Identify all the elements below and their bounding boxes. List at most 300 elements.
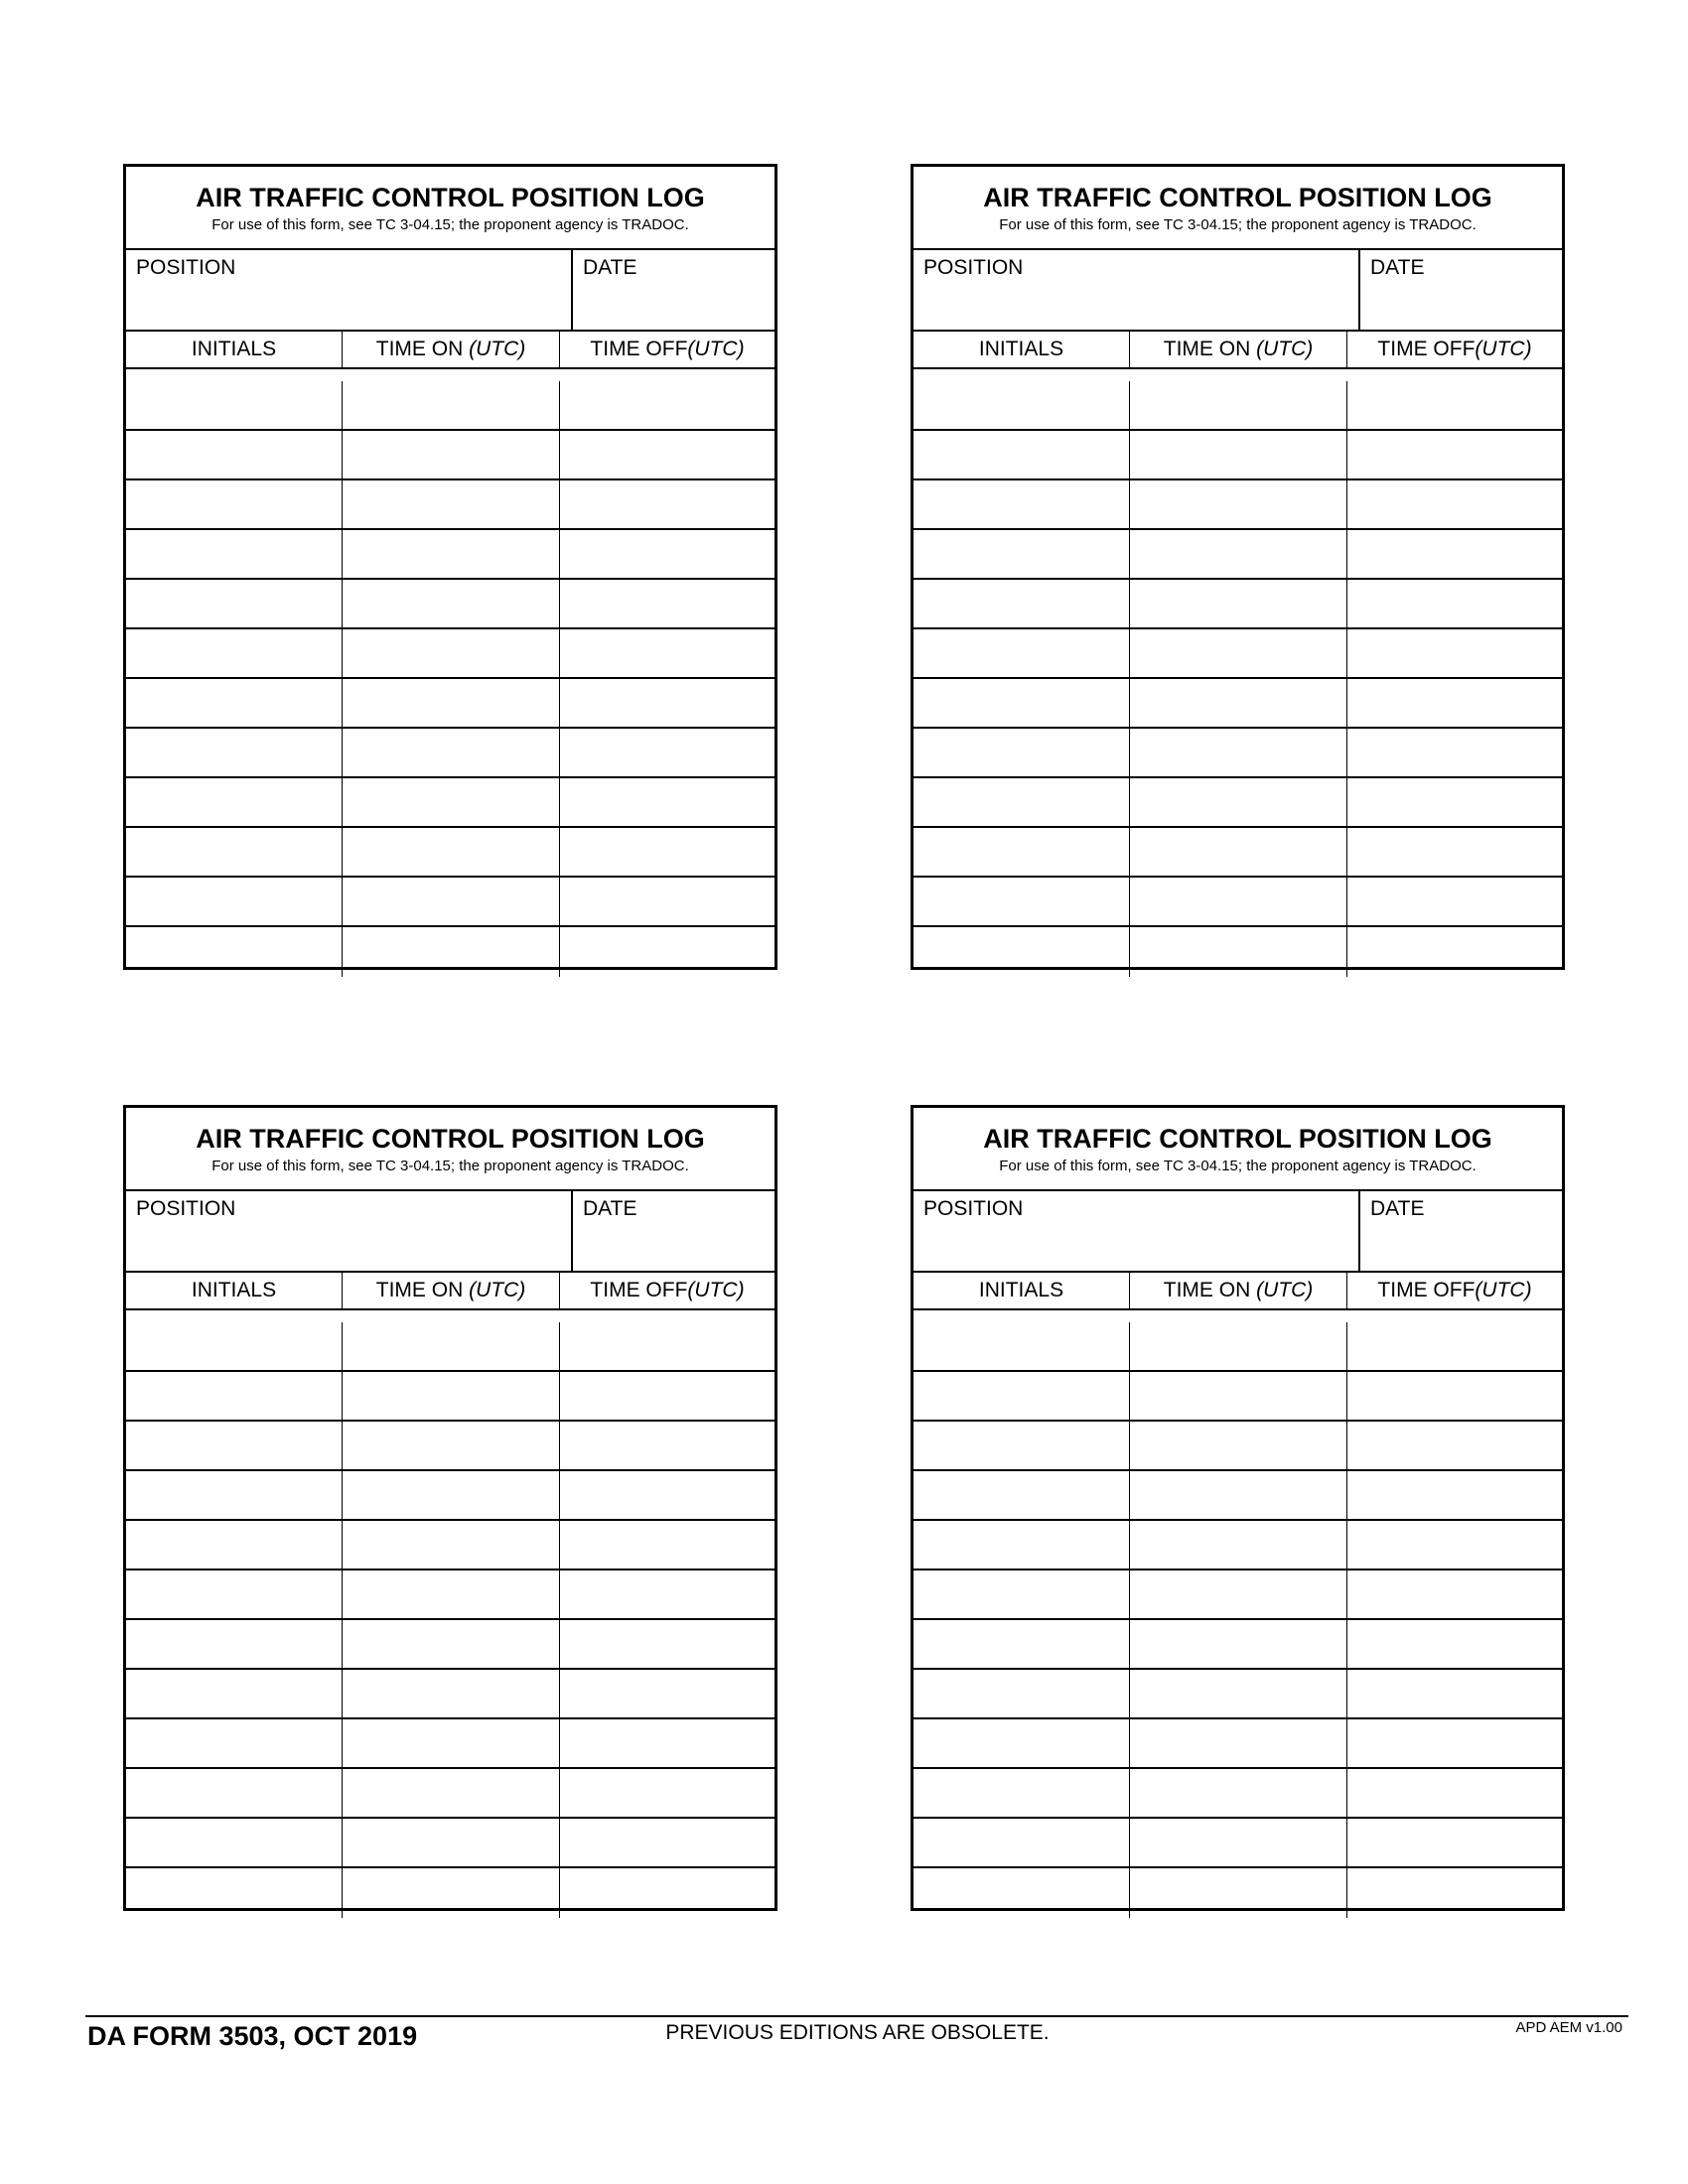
column-header-time-off xyxy=(560,332,774,369)
initials-input[interactable] xyxy=(126,679,342,727)
initials-input[interactable] xyxy=(914,1372,1129,1420)
initials-input[interactable] xyxy=(914,679,1129,727)
initials-input[interactable] xyxy=(914,1620,1129,1668)
time-on-input[interactable] xyxy=(1130,1670,1346,1717)
position-cell xyxy=(914,250,1360,330)
initials-input[interactable] xyxy=(126,1769,342,1817)
initials-input[interactable] xyxy=(914,431,1129,478)
initials-input[interactable] xyxy=(126,878,342,925)
initials-input[interactable] xyxy=(126,729,342,776)
date-input[interactable] xyxy=(1370,286,1552,309)
log-row-cell xyxy=(343,1570,560,1620)
initials-input[interactable] xyxy=(914,1868,1129,1918)
log-row-cell xyxy=(560,1719,774,1769)
log-row-cell xyxy=(126,679,343,729)
log-row-cell xyxy=(1347,1769,1562,1819)
position-log-2 xyxy=(911,164,1565,970)
time-on-input[interactable] xyxy=(1130,1372,1346,1420)
log-row-cell xyxy=(1130,1670,1347,1719)
log-row-cell xyxy=(914,1570,1130,1620)
version-label: APD AEM v1.00 xyxy=(1515,2019,1622,2036)
time-on-input[interactable] xyxy=(343,1819,559,1866)
initials-input[interactable] xyxy=(126,828,342,876)
log-row-cell xyxy=(126,1521,343,1570)
initials-input[interactable] xyxy=(126,1819,342,1866)
log-subtitle: For use of this form, see TC 3-04.15; the proponent agency is TRADOC. xyxy=(211,1158,689,1174)
time-on-input[interactable] xyxy=(343,530,559,578)
log-row-cell xyxy=(560,1372,774,1422)
time-on-input[interactable] xyxy=(1130,1719,1346,1767)
column-header-time-on xyxy=(1130,332,1347,369)
time-on-input[interactable] xyxy=(1130,530,1346,578)
initials-input[interactable] xyxy=(914,878,1129,925)
initials-input[interactable] xyxy=(126,1620,342,1668)
initials-input[interactable] xyxy=(914,828,1129,876)
column-header-time-on xyxy=(1130,1273,1347,1310)
log-row-cell xyxy=(343,778,560,828)
time-off-input[interactable] xyxy=(560,828,774,876)
log-row-cell xyxy=(560,431,774,480)
time-on-input[interactable] xyxy=(343,1670,559,1717)
initials-input[interactable] xyxy=(914,480,1129,528)
initials-input[interactable] xyxy=(126,1372,342,1420)
time-on-input[interactable] xyxy=(343,1422,559,1469)
time-off-input[interactable] xyxy=(1347,778,1562,826)
time-on-input[interactable] xyxy=(1130,1620,1346,1668)
log-row-cell xyxy=(560,729,774,778)
time-off-input[interactable] xyxy=(560,1372,774,1420)
log-row-cell xyxy=(1130,778,1347,828)
initials-input[interactable] xyxy=(126,1471,342,1519)
log-row-cell xyxy=(1130,1719,1347,1769)
position-input[interactable] xyxy=(136,286,549,309)
log-row-cell xyxy=(1130,927,1347,977)
time-off-input[interactable] xyxy=(560,729,774,776)
position-cell xyxy=(126,250,573,330)
log-row-cell xyxy=(1130,381,1347,431)
initials-input[interactable] xyxy=(914,1471,1129,1519)
position-label: POSITION xyxy=(923,256,1024,279)
log-row-cell xyxy=(914,1819,1130,1868)
time-off-input[interactable] xyxy=(1347,1819,1562,1866)
time-on-utc-label: (UTC) xyxy=(1256,1279,1314,1301)
log-row-cell xyxy=(126,828,343,878)
log-subtitle: For use of this form, see TC 3-04.15; the proponent agency is TRADOC. xyxy=(999,1158,1477,1174)
time-off-input[interactable] xyxy=(1347,927,1562,977)
time-off-input[interactable] xyxy=(560,431,774,478)
time-on-input[interactable] xyxy=(1130,878,1346,925)
time-on-input[interactable] xyxy=(1130,629,1346,677)
initials-input[interactable] xyxy=(914,927,1129,977)
time-off-input[interactable] xyxy=(560,381,774,429)
log-row-cell xyxy=(1347,480,1562,530)
log-row-cell xyxy=(914,1868,1130,1918)
log-row-cell xyxy=(1347,1868,1562,1918)
position-date-row xyxy=(126,1191,774,1273)
time-on-input[interactable] xyxy=(343,1769,559,1817)
log-row-cell xyxy=(343,381,560,431)
initials-input[interactable] xyxy=(126,1422,342,1469)
initials-input[interactable] xyxy=(126,480,342,528)
log-row-cell xyxy=(914,729,1130,778)
log-row-cell xyxy=(343,1521,560,1570)
log-row-cell xyxy=(1347,1322,1562,1372)
initials-input[interactable] xyxy=(914,1322,1129,1370)
initials-input[interactable] xyxy=(126,778,342,826)
time-on-input[interactable] xyxy=(1130,1769,1346,1817)
time-off-input[interactable] xyxy=(560,580,774,627)
time-off-input[interactable] xyxy=(560,629,774,677)
log-row-cell xyxy=(343,1868,560,1918)
log-row-cell xyxy=(1347,381,1562,431)
time-off-input[interactable] xyxy=(560,878,774,925)
time-off-input[interactable] xyxy=(560,1422,774,1469)
time-off-input[interactable] xyxy=(560,1620,774,1668)
log-row-cell xyxy=(343,828,560,878)
log-row-cell xyxy=(126,878,343,927)
time-on-input[interactable] xyxy=(1130,480,1346,528)
time-on-input[interactable] xyxy=(343,1868,559,1918)
time-off-input[interactable] xyxy=(560,1322,774,1370)
log-row-cell xyxy=(1130,580,1347,629)
log-row-cell xyxy=(914,1372,1130,1422)
log-row-cell xyxy=(560,530,774,580)
time-off-input[interactable] xyxy=(1347,1322,1562,1370)
log-row-cell xyxy=(1347,431,1562,480)
position-label: POSITION xyxy=(923,1197,1024,1220)
log-row-cell xyxy=(126,480,343,530)
initials-input[interactable] xyxy=(126,381,342,429)
log-row-cell xyxy=(914,1322,1130,1372)
log-row-cell xyxy=(126,1719,343,1769)
time-off-input[interactable] xyxy=(1347,1868,1562,1918)
time-off-input[interactable] xyxy=(560,778,774,826)
log-row-cell xyxy=(1347,828,1562,878)
column-header-initials xyxy=(914,1273,1130,1310)
log-row-cell xyxy=(914,580,1130,629)
time-on-input[interactable] xyxy=(343,927,559,977)
time-off-input[interactable] xyxy=(1347,431,1562,478)
log-row-cell xyxy=(343,1620,560,1670)
log-row-cell xyxy=(1130,1868,1347,1918)
log-row-cell xyxy=(1130,629,1347,679)
log-row-cell xyxy=(343,679,560,729)
log-row-cell xyxy=(1347,1719,1562,1769)
date-label: DATE xyxy=(583,256,637,279)
log-row-cell xyxy=(560,1620,774,1670)
initials-input[interactable] xyxy=(914,1521,1129,1569)
initials-input[interactable] xyxy=(914,1769,1129,1817)
log-row-cell xyxy=(126,1819,343,1868)
log-row-cell xyxy=(914,629,1130,679)
column-header-time-off xyxy=(560,1273,774,1310)
initials-input[interactable] xyxy=(126,1322,342,1370)
initials-input[interactable] xyxy=(126,431,342,478)
form-number: DA FORM 3503, OCT 2019 xyxy=(87,2021,418,2051)
initials-input[interactable] xyxy=(126,530,342,578)
time-on-input[interactable] xyxy=(343,778,559,826)
initials-input[interactable] xyxy=(914,729,1129,776)
log-row-cell xyxy=(1347,1372,1562,1422)
date-input[interactable] xyxy=(1370,1227,1552,1250)
time-off-input[interactable] xyxy=(560,679,774,727)
initials-input[interactable] xyxy=(914,1422,1129,1469)
position-input[interactable] xyxy=(136,1227,549,1250)
initials-input[interactable] xyxy=(914,1570,1129,1618)
log-row-cell xyxy=(914,878,1130,927)
initials-input[interactable] xyxy=(914,1719,1129,1767)
log-subtitle: For use of this form, see TC 3-04.15; the proponent agency is TRADOC. xyxy=(999,216,1477,233)
log-row-cell xyxy=(914,1670,1130,1719)
time-on-input[interactable] xyxy=(343,629,559,677)
log-row-cell xyxy=(1130,1570,1347,1620)
time-off-input[interactable] xyxy=(1347,1521,1562,1569)
time-on-input[interactable] xyxy=(343,1471,559,1519)
log-table xyxy=(126,332,774,977)
time-on-input[interactable] xyxy=(343,580,559,627)
log-row-cell xyxy=(560,679,774,729)
log-row-cell xyxy=(343,1372,560,1422)
date-input[interactable] xyxy=(583,286,765,309)
log-row-cell xyxy=(343,927,560,977)
log-row-cell xyxy=(126,729,343,778)
time-off-input[interactable] xyxy=(1347,1372,1562,1420)
time-off-input[interactable] xyxy=(560,1819,774,1866)
column-header-time-off xyxy=(1347,1273,1562,1310)
time-off-input[interactable] xyxy=(1347,1719,1562,1767)
log-header xyxy=(914,1108,1562,1191)
log-row-cell xyxy=(560,1670,774,1719)
time-off-input[interactable] xyxy=(560,1868,774,1918)
initials-input[interactable] xyxy=(914,629,1129,677)
log-row-cell xyxy=(1130,1620,1347,1670)
position-log-1 xyxy=(123,164,777,970)
log-row-cell xyxy=(914,1521,1130,1570)
log-row-cell xyxy=(1130,480,1347,530)
time-off-input[interactable] xyxy=(1347,1570,1562,1618)
log-row-cell xyxy=(343,629,560,679)
time-off-input[interactable] xyxy=(1347,530,1562,578)
time-off-input[interactable] xyxy=(1347,878,1562,925)
log-table xyxy=(914,1273,1562,1918)
time-off-input[interactable] xyxy=(560,480,774,528)
log-row-cell xyxy=(1347,1620,1562,1670)
time-on-input[interactable] xyxy=(1130,1570,1346,1618)
initials-header-label: INITIALS xyxy=(191,338,277,360)
log-row-cell xyxy=(126,927,343,977)
date-input[interactable] xyxy=(583,1227,765,1250)
time-on-input[interactable] xyxy=(343,1322,559,1370)
log-row-cell xyxy=(560,1521,774,1570)
time-off-input[interactable] xyxy=(560,1521,774,1569)
column-header-time-off xyxy=(1347,332,1562,369)
date-cell xyxy=(573,250,774,330)
position-cell xyxy=(126,1191,573,1271)
time-on-header-label: TIME ON xyxy=(375,1279,470,1301)
time-on-input[interactable] xyxy=(1130,381,1346,429)
time-off-input[interactable] xyxy=(1347,381,1562,429)
log-title: AIR TRAFFIC CONTROL POSITION LOG xyxy=(983,183,1492,212)
time-off-input[interactable] xyxy=(1347,1471,1562,1519)
log-row-cell xyxy=(914,679,1130,729)
time-on-input[interactable] xyxy=(343,729,559,776)
column-header-time-on xyxy=(343,1273,560,1310)
time-off-utc-label: (UTC) xyxy=(687,338,745,360)
initials-input[interactable] xyxy=(126,927,342,977)
time-off-input[interactable] xyxy=(1347,679,1562,727)
time-on-input[interactable] xyxy=(343,1620,559,1668)
time-off-input[interactable] xyxy=(1347,1670,1562,1717)
time-off-input[interactable] xyxy=(1347,480,1562,528)
position-input[interactable] xyxy=(923,1227,1336,1250)
position-log-3 xyxy=(123,1105,777,1911)
time-on-input[interactable] xyxy=(1130,1322,1346,1370)
time-off-header-label: TIME OFF xyxy=(590,338,688,360)
time-off-input[interactable] xyxy=(560,1670,774,1717)
log-row-cell xyxy=(560,927,774,977)
log-row-cell xyxy=(1130,1422,1347,1471)
time-off-input[interactable] xyxy=(1347,729,1562,776)
initials-input[interactable] xyxy=(914,580,1129,627)
log-subtitle: For use of this form, see TC 3-04.15; the proponent agency is TRADOC. xyxy=(211,216,689,233)
log-row-cell xyxy=(560,629,774,679)
log-row-cell xyxy=(1130,729,1347,778)
time-on-input[interactable] xyxy=(1130,431,1346,478)
position-log-4 xyxy=(911,1105,1565,1911)
time-on-input[interactable] xyxy=(343,480,559,528)
log-row-cell xyxy=(1347,778,1562,828)
time-on-input[interactable] xyxy=(1130,1422,1346,1469)
time-on-input[interactable] xyxy=(1130,679,1346,727)
time-on-utc-label: (UTC) xyxy=(469,338,526,360)
log-row-cell xyxy=(126,1620,343,1670)
time-off-input[interactable] xyxy=(1347,629,1562,677)
position-input[interactable] xyxy=(923,286,1336,309)
date-cell xyxy=(1360,1191,1562,1271)
time-off-input[interactable] xyxy=(560,530,774,578)
initials-input[interactable] xyxy=(126,1570,342,1618)
time-on-input[interactable] xyxy=(1130,580,1346,627)
log-row-cell xyxy=(1130,828,1347,878)
time-on-input[interactable] xyxy=(343,828,559,876)
date-label: DATE xyxy=(1370,1197,1425,1220)
time-off-input[interactable] xyxy=(560,1769,774,1817)
time-on-input[interactable] xyxy=(343,431,559,478)
time-on-input[interactable] xyxy=(343,1521,559,1569)
position-date-row xyxy=(914,250,1562,332)
time-on-input[interactable] xyxy=(1130,729,1346,776)
obsolete-notice: PREVIOUS EDITIONS ARE OBSOLETE. xyxy=(665,2021,1050,2044)
time-off-input[interactable] xyxy=(1347,580,1562,627)
log-row-cell xyxy=(560,381,774,431)
log-row-cell xyxy=(560,1769,774,1819)
time-on-input[interactable] xyxy=(1130,828,1346,876)
initials-input[interactable] xyxy=(126,629,342,677)
time-off-input[interactable] xyxy=(1347,828,1562,876)
time-on-input[interactable] xyxy=(1130,1868,1346,1918)
date-label: DATE xyxy=(1370,256,1425,279)
log-row-cell xyxy=(1347,729,1562,778)
time-on-input[interactable] xyxy=(343,1570,559,1618)
time-off-input[interactable] xyxy=(560,927,774,977)
time-off-input[interactable] xyxy=(560,1719,774,1767)
log-row-cell xyxy=(914,1719,1130,1769)
initials-header-label: INITIALS xyxy=(978,1279,1064,1301)
log-row-cell xyxy=(343,1422,560,1471)
time-on-input[interactable] xyxy=(343,679,559,727)
initials-input[interactable] xyxy=(126,1719,342,1767)
log-row-cell xyxy=(126,580,343,629)
log-header xyxy=(126,167,774,250)
time-on-input[interactable] xyxy=(343,878,559,925)
time-on-header-label: TIME ON xyxy=(1163,1279,1257,1301)
time-off-input[interactable] xyxy=(560,1471,774,1519)
initials-input[interactable] xyxy=(914,1670,1129,1717)
log-row-cell xyxy=(1130,1322,1347,1372)
log-row-cell xyxy=(343,1322,560,1372)
time-on-input[interactable] xyxy=(343,381,559,429)
log-row-cell xyxy=(343,530,560,580)
log-row-cell xyxy=(1347,1471,1562,1521)
time-on-input[interactable] xyxy=(343,1719,559,1767)
position-label: POSITION xyxy=(136,1197,236,1220)
initials-input[interactable] xyxy=(914,530,1129,578)
time-off-input[interactable] xyxy=(1347,1422,1562,1469)
log-row-cell xyxy=(126,1570,343,1620)
time-on-input[interactable] xyxy=(1130,1471,1346,1519)
time-off-input[interactable] xyxy=(1347,1769,1562,1817)
time-on-utc-label: (UTC) xyxy=(469,1279,526,1301)
time-on-utc-label: (UTC) xyxy=(1256,338,1314,360)
time-on-input[interactable] xyxy=(1130,927,1346,977)
log-row-cell xyxy=(1347,1521,1562,1570)
initials-input[interactable] xyxy=(126,1521,342,1569)
time-off-header-label: TIME OFF xyxy=(1377,338,1476,360)
initials-input[interactable] xyxy=(914,381,1129,429)
date-label: DATE xyxy=(583,1197,637,1220)
initials-input[interactable] xyxy=(126,580,342,627)
log-row-cell xyxy=(126,1372,343,1422)
log-row-cell xyxy=(560,580,774,629)
time-on-input[interactable] xyxy=(1130,1521,1346,1569)
time-off-input[interactable] xyxy=(560,1570,774,1618)
log-row-cell xyxy=(343,1819,560,1868)
log-row-cell xyxy=(1347,878,1562,927)
initials-input[interactable] xyxy=(126,1670,342,1717)
initials-input[interactable] xyxy=(914,1819,1129,1866)
time-on-input[interactable] xyxy=(1130,778,1346,826)
time-off-header-label: TIME OFF xyxy=(590,1279,688,1301)
log-table xyxy=(914,332,1562,977)
log-row-cell xyxy=(560,778,774,828)
log-row-cell xyxy=(1347,1422,1562,1471)
log-row-cell xyxy=(914,381,1130,431)
log-row-cell xyxy=(1130,878,1347,927)
time-on-input[interactable] xyxy=(343,1372,559,1420)
position-cell xyxy=(914,1191,1360,1271)
log-row-cell xyxy=(914,828,1130,878)
log-row-cell xyxy=(1347,629,1562,679)
log-row-cell xyxy=(914,927,1130,977)
log-row-cell xyxy=(126,1422,343,1471)
initials-input[interactable] xyxy=(914,778,1129,826)
date-cell xyxy=(573,1191,774,1271)
time-off-input[interactable] xyxy=(1347,1620,1562,1668)
initials-input[interactable] xyxy=(126,1868,342,1918)
time-off-utc-label: (UTC) xyxy=(1475,338,1532,360)
log-row-cell xyxy=(914,1769,1130,1819)
time-on-input[interactable] xyxy=(1130,1819,1346,1866)
